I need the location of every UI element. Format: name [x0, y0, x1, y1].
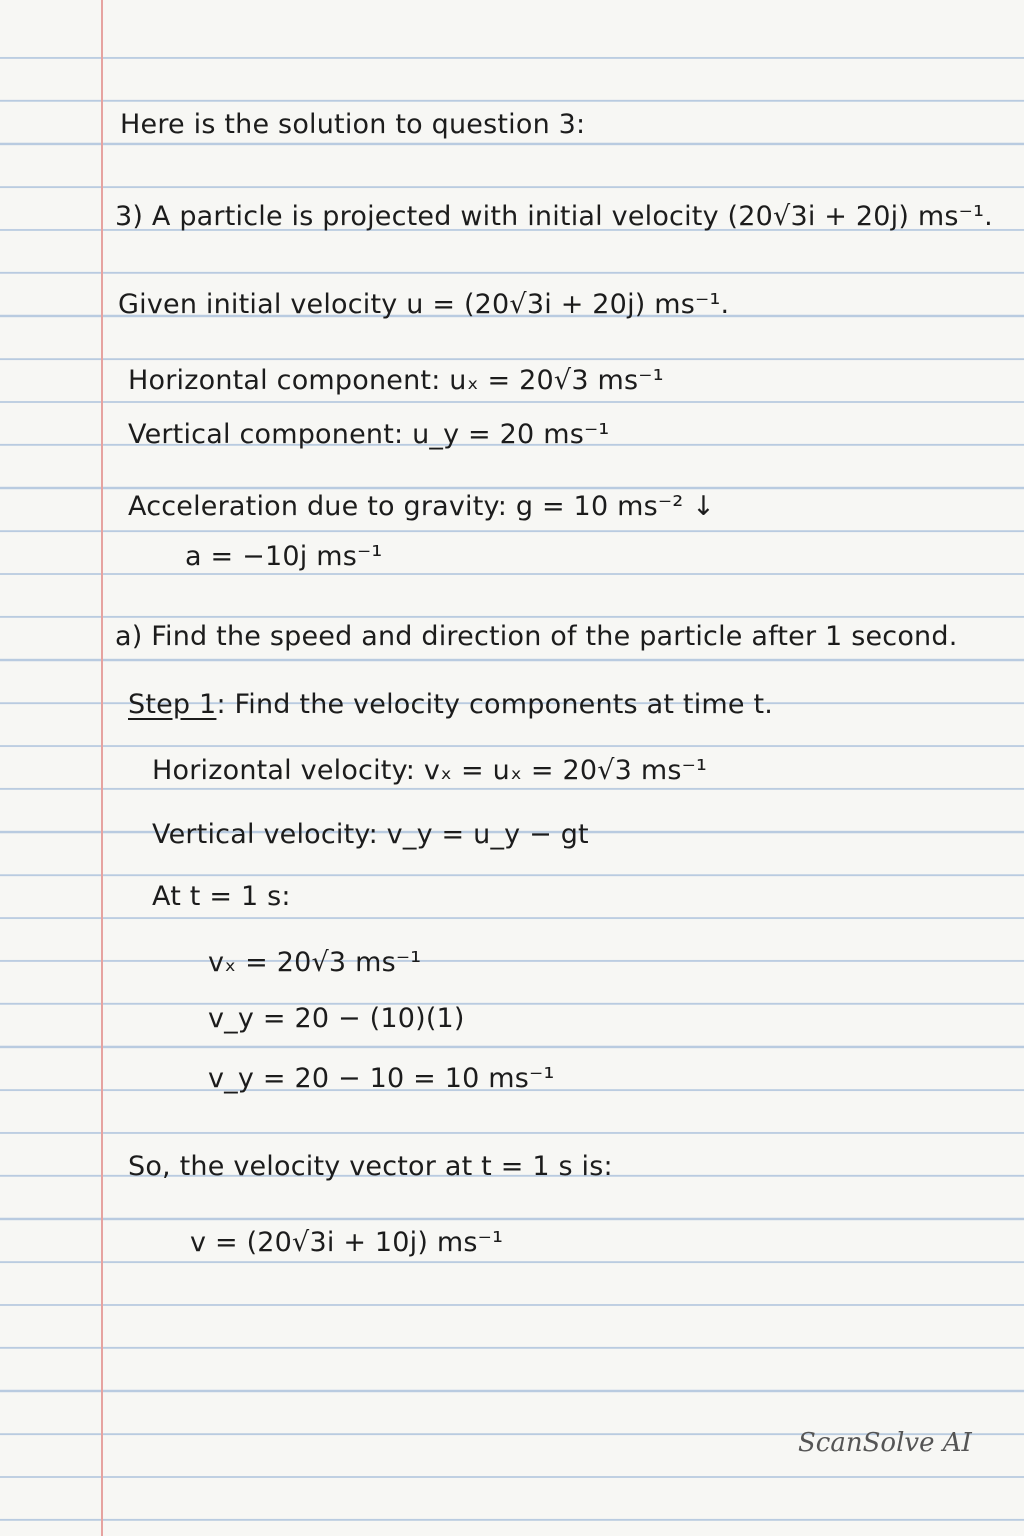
part-a-question: a) Find the speed and direction of the particle after 1 second.	[115, 621, 958, 652]
vertical-velocity: Vertical velocity: v_y = u_y − gt	[152, 819, 589, 850]
red-margin-line	[101, 0, 103, 1536]
step-1-label: Step 1	[128, 689, 217, 720]
vertical-component: Vertical component: u_y = 20 ms⁻¹	[128, 419, 610, 450]
velocity-vector-result: v = (20√3i + 10j) ms⁻¹	[190, 1227, 504, 1258]
horizontal-component: Horizontal component: uₓ = 20√3 ms⁻¹	[128, 365, 664, 396]
acceleration-vector: a = −10j ms⁻¹	[185, 541, 383, 572]
question-statement: 3) A particle is projected with initial velocity (20√3i + 20j) ms⁻¹.	[115, 201, 993, 232]
gravity-acceleration: Acceleration due to gravity: g = 10 ms⁻² ↓	[128, 491, 715, 522]
vy-substitution: v_y = 20 − (10)(1)	[208, 1003, 465, 1034]
given-velocity: Given initial velocity u = (20√3i + 20j) ms⁻¹.	[118, 289, 730, 320]
vy-result: v_y = 20 − 10 = 10 ms⁻¹	[208, 1063, 555, 1094]
vx-value: vₓ = 20√3 ms⁻¹	[208, 947, 422, 978]
intro-text: Here is the solution to question 3:	[120, 109, 586, 140]
at-time-label: At t = 1 s:	[152, 881, 291, 912]
velocity-vector-intro: So, the velocity vector at t = 1 s is:	[128, 1151, 613, 1182]
scansolve-watermark: ScanSolve AI	[798, 1428, 972, 1458]
horizontal-velocity: Horizontal velocity: vₓ = uₓ = 20√3 ms⁻¹	[152, 755, 708, 786]
step-1-line	[128, 688, 773, 722]
step-1-text: : Find the velocity components at time t.	[216, 689, 774, 720]
